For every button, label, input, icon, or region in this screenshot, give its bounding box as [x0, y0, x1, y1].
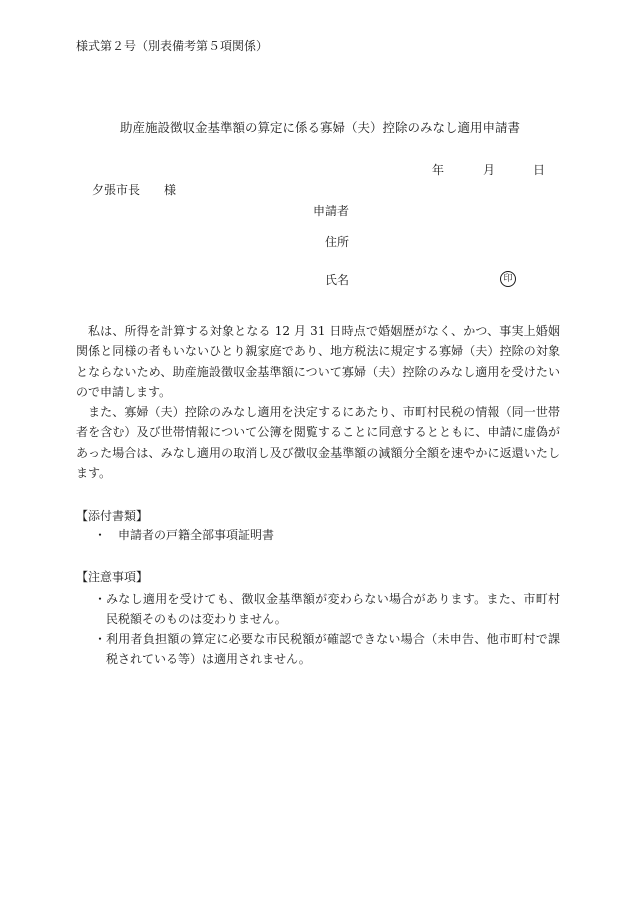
attachment-item-text: 申請者の戸籍全部事項証明書: [118, 528, 275, 542]
addressee: 夕張市長 様: [92, 183, 177, 197]
bullet: ・: [94, 528, 107, 542]
name-label: 氏名: [325, 273, 350, 287]
body-paragraph-1: [76, 321, 560, 402]
note-item: [94, 589, 560, 630]
note-item-text: 利用者負担額の算定に必要な市民税額が確認できない場合（未申告、他市町村で課税されている等）は適用されません。: [106, 632, 560, 667]
document-title: 助産施設徴収金基準額の算定に係る寡婦（夫）控除のみなし適用申請書: [120, 120, 521, 135]
address-label: 住所: [325, 235, 350, 249]
date-month-label: 月: [483, 163, 496, 177]
attachments-heading: 【添付書類】: [76, 509, 149, 523]
body-paragraph-2: [76, 402, 560, 483]
note-item: [94, 629, 560, 670]
bullet: ・: [94, 632, 107, 646]
date-year-label: 年: [432, 163, 445, 177]
bullet: ・: [94, 592, 107, 606]
notes-heading: 【注意事項】: [76, 570, 149, 584]
body-paragraph-text: また、寡婦（夫）控除のみなし適用を決定するにあたり、市町村民税の情報（同一世帯者を含む）及び世帯情報について公簿を閲覧することに同意するとともに、申請に虚偽があった場合は、みなし適用の取消し及び徴収金基準額の減額分全額を速やかに返還いたします。: [76, 405, 560, 480]
attachment-item: [94, 527, 274, 543]
note-item-text: みなし適用を受けても、徴収金基準額が変わらない場合があります。また、市町村民税額そのものは変わりません。: [106, 592, 560, 627]
date-day-label: 日: [533, 163, 546, 177]
form-number: 様式第２号（別表備考第５項関係）: [76, 39, 269, 53]
body-paragraph-text: 私は、所得を計算する対象となる 12 月 31 日時点で婚姻歴がなく、かつ、事実上婚姻関係と同様の者もいないひとり親家庭であり、地方税法に規定する寡婦（夫）控除の対象とならないため、助産施設徴収金基準額について寡婦（夫）控除のみなし適用を受けたいので申請します。: [76, 324, 560, 399]
seal-mark: 印: [500, 271, 516, 287]
applicant-label: 申請者: [313, 204, 350, 218]
